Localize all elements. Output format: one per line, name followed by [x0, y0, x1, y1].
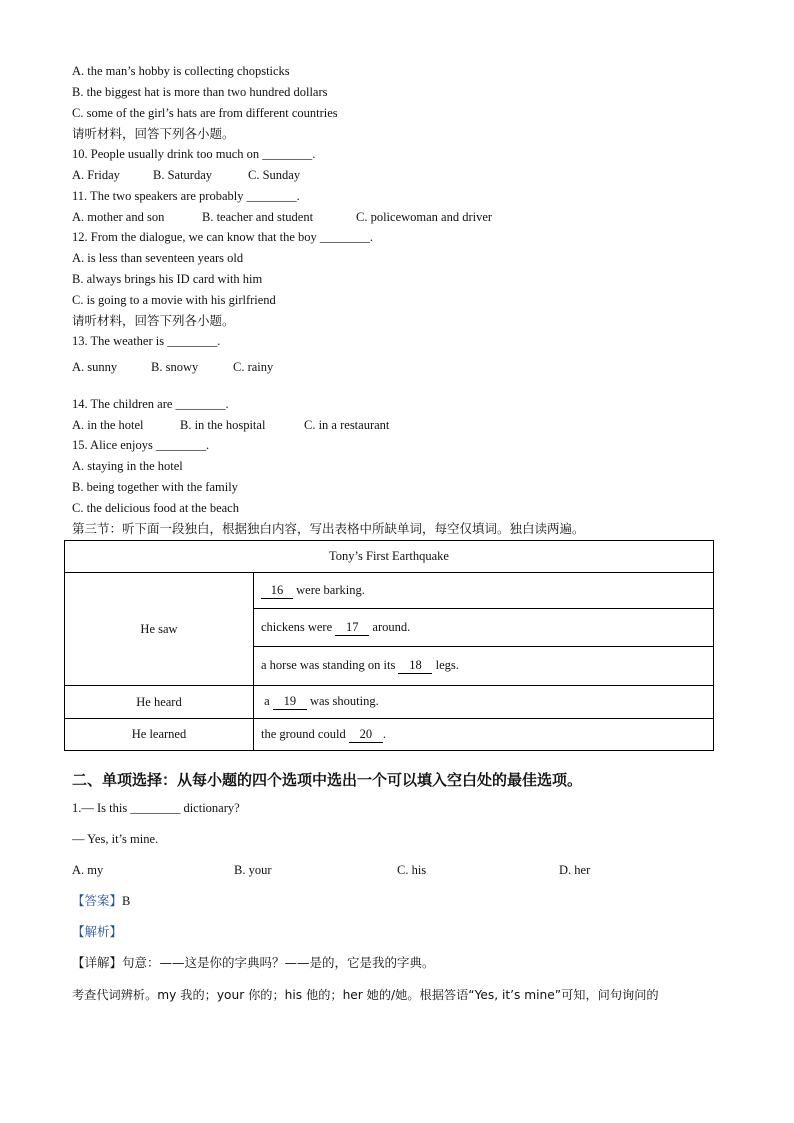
cell-text-pre: a horse was standing on its [261, 658, 396, 672]
row-label-he-heard: He heard [65, 686, 254, 719]
cell-text-post: was shouting. [309, 694, 379, 708]
q13-option-a: A. sunny [72, 360, 118, 374]
q1-option-c: C. his [397, 863, 427, 877]
table-cell [254, 573, 714, 609]
table-title: Tony’s First Earthquake [65, 541, 714, 573]
cell-text-post: were barking. [296, 582, 365, 597]
detail-line [72, 955, 435, 971]
q12-option-c: C. is going to a movie with his girlfriend [72, 293, 276, 307]
analysis-text: 考查代词辨析。my 我的；your 你的；his 他的；her 她的/她。根据答语“Yes, it’s mine”可知，问句询问的 [72, 988, 659, 1002]
cell-text-post: legs. [435, 658, 459, 672]
listen-instruction: 请听材料，回答下列各小题。 [72, 126, 235, 141]
q15-option-a: A. staying in the hotel [72, 459, 183, 473]
cell-text-pre: the ground could [261, 726, 346, 741]
table-title-row [65, 541, 714, 573]
table-row [65, 719, 714, 751]
listen-instruction: 请听材料，回答下列各小题。 [72, 313, 235, 328]
table-cell [254, 647, 714, 686]
q9-option-b: B. the biggest hat is more than two hundred dollars [72, 85, 328, 99]
blank-19: 19 [273, 694, 307, 710]
q1-option-a: A. my [72, 863, 104, 877]
table-row [65, 573, 714, 609]
cell-text-pre: chickens were [261, 619, 333, 634]
blank-17: 17 [335, 620, 369, 636]
q1-reply: — Yes, it’s mine. [72, 832, 159, 846]
q1-option-b: B. your [234, 863, 272, 877]
section-heading: 二、单项选择：从每小题的四个选项中选出一个可以填入空白处的最佳选项。 [72, 771, 583, 789]
answer-line [72, 893, 130, 909]
q15-stem: 15. Alice enjoys ________. [72, 438, 210, 452]
answer-value: B [122, 894, 131, 908]
q13-option-b: B. snowy [151, 360, 199, 374]
q9-option-c: C. some of the girl’s hats are from different countries [72, 106, 338, 120]
q11-option-a: A. mother and son [72, 210, 165, 224]
q14-option-c: C. in a restaurant [304, 418, 390, 432]
detail-label: 【详解】 [72, 955, 123, 970]
row-label-he-learned: He learned [65, 719, 254, 751]
blank-20: 20 [349, 727, 383, 743]
q11-option-b: B. teacher and student [202, 210, 314, 224]
cell-text-pre: a [264, 694, 270, 708]
q13-stem: 13. The weather is ________. [72, 334, 221, 348]
q14-option-b: B. in the hospital [180, 418, 266, 432]
table-cell [254, 609, 714, 647]
blank-18: 18 [398, 658, 432, 674]
q9-option-a: A. the man’s hobby is collecting chopsticks [72, 64, 290, 78]
q1-option-d: D. her [559, 863, 591, 877]
q14-stem: 14. The children are ________. [72, 397, 229, 411]
section3-instruction: 第三节：听下面一段独白，根据独白内容，写出表格中所缺单词，每空仅填词。独白读两遍。 [72, 521, 585, 536]
q15-option-c: C. the delicious food at the beach [72, 501, 239, 515]
row-label-he-saw: He saw [65, 573, 254, 686]
q13-option-c: C. rainy [233, 360, 274, 374]
q10-option-b: B. Saturday [153, 168, 213, 182]
earthquake-table [64, 540, 714, 751]
blank-16: 16 [261, 583, 293, 599]
q14-option-a: A. in the hotel [72, 418, 144, 432]
table-row [65, 686, 714, 719]
q12-option-a: A. is less than seventeen years old [72, 251, 244, 265]
q10-option-c: C. Sunday [248, 168, 301, 182]
analysis-label: 【解析】 [72, 924, 123, 939]
q12-stem: 12. From the dialogue, we can know that the boy ________. [72, 230, 373, 244]
q11-option-c: C. policewoman and driver [356, 210, 493, 224]
table-cell [254, 686, 714, 719]
q11-stem: 11. The two speakers are probably ________. [72, 189, 300, 203]
cell-text-post: . [382, 726, 386, 741]
answer-label: 【答案】 [72, 893, 123, 908]
detail-text: 句意：——这是你的字典吗？——是的，它是我的字典。 [122, 955, 435, 970]
q10-option-a: A. Friday [72, 168, 120, 182]
q10-stem: 10. People usually drink too much on ________. [72, 147, 316, 161]
q15-option-b: B. being together with the family [72, 480, 238, 494]
q1-stem: 1.— Is this ________ dictionary? [72, 801, 240, 815]
cell-text-post: around. [372, 619, 411, 634]
table-cell [254, 719, 714, 751]
q12-option-b: B. always brings his ID card with him [72, 272, 263, 286]
